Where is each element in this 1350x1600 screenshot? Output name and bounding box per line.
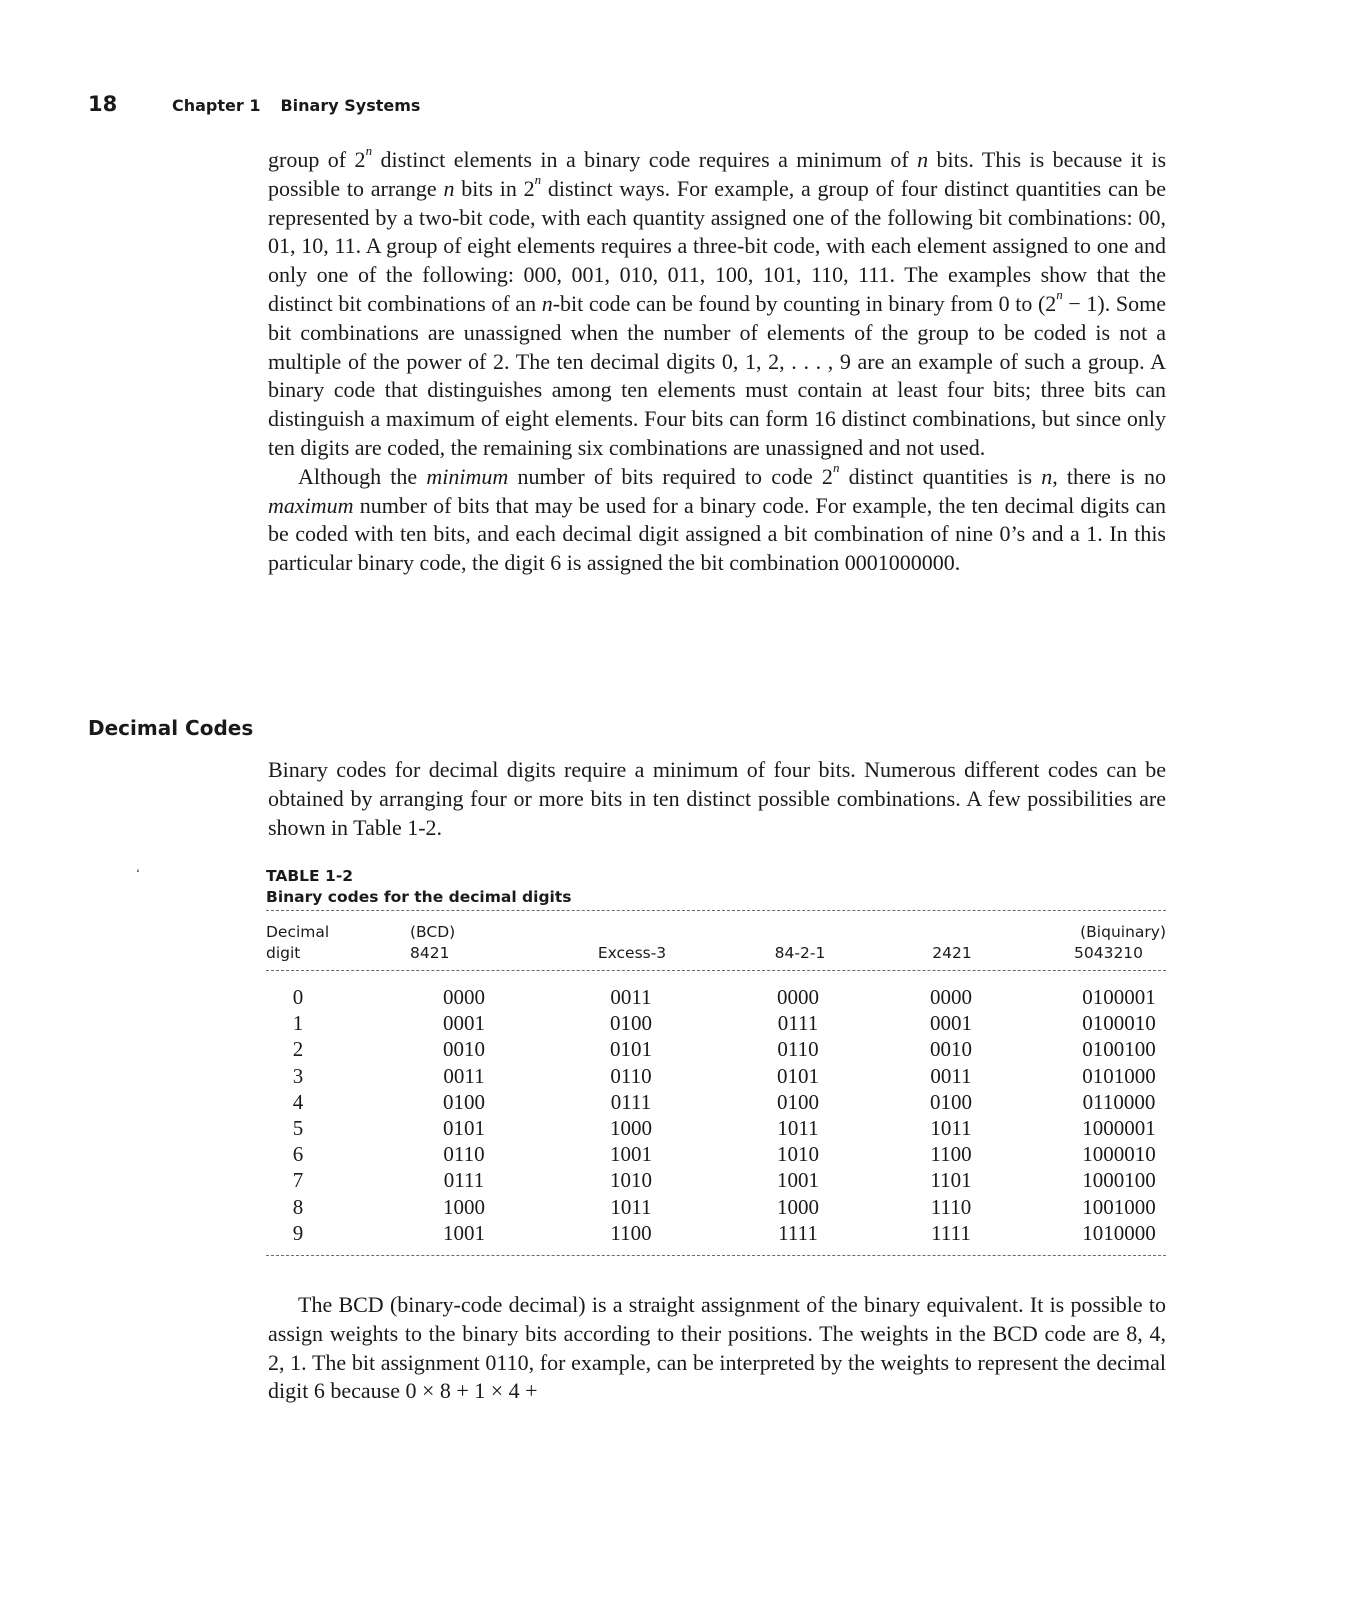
table-cell: 7 [292,1168,304,1193]
table-cell: 0100 [610,1011,652,1036]
table-cell: 1110 [930,1194,972,1219]
table-top-rule [266,910,1166,911]
page-number: 18 [88,92,118,116]
table-cell: 0000 [930,985,972,1009]
section-heading: Decimal Codes [88,716,254,740]
table-cell: 1011 [930,1116,972,1140]
table-cell: 0111 [443,1168,485,1193]
table-cell: 1000010 [1082,1142,1156,1167]
table-cell: 0100001 [1082,985,1156,1009]
table-cell: 1000 [443,1194,485,1219]
paragraph-4: The BCD (binary-code decimal) is a straight assignment of the binary equivalent. It is possible to assign weights to the binary bits according to their positions. The weights in the BCD code are 8, 4, 2, 1. The bit assignment 0110, for example, can be interpreted by the weights to represent the decimal digit 6 because 0 × 8 + 1 × 4 + [268,1292,1166,1404]
table-cell: 0110000 [1082,1089,1156,1114]
col-header-bcd: (BCD) 8421 [410,923,456,962]
table-cell: 1001 [610,1142,652,1167]
table-cell: 0100100 [1082,1037,1156,1062]
table-cell: 0101000 [1082,1063,1156,1088]
col-header-decimal: Decimal digit [266,923,330,962]
table-cell: 0001 [443,1011,485,1036]
table-cell: 0111 [610,1089,652,1114]
body-text-top [268,143,1167,578]
table-cell: 1010 [777,1142,819,1167]
table-cell: 0010 [443,1037,485,1062]
paragraph-2: Although the minimum number of bits required to code 2$^n$ distinct quantities is n, there is no maximum number of bits that may be used for a binary code. For example, the ten decimal digits can be coded with ten bits, and each decimal digit assigned a bit combination of nine 0’s and a 1. In this particular binary code, the digit 6 is assigned the bit combination 0001000000. [268,459,1166,576]
table-cell: 0101 [777,1063,819,1088]
table-cell: 0011 [930,1063,972,1088]
table-cell: 1100 [930,1142,972,1167]
margin-mark: ‘ [136,866,140,880]
table-cell: 0101 [610,1037,652,1062]
table-cell: 0110 [443,1142,485,1167]
table-cell: 0110 [610,1063,652,1088]
table-cell: 5 [292,1116,304,1140]
table-cell: 1000 [610,1116,652,1140]
col-header-biquinary: (Biquinary) 5043210 [1074,923,1166,962]
table-cell: 9 [292,1220,304,1245]
running-header [88,92,420,116]
table-cell: 0000 [777,985,819,1009]
table-caption [266,866,572,908]
chapter-title: Binary Systems [280,96,421,115]
table-cell: 1010 [610,1168,652,1193]
table-cell: 1000 [777,1194,819,1219]
table-cell: 0010 [930,1037,972,1062]
chapter-label: Chapter 1 Binary Systems [172,96,421,115]
table-cell: 1011 [610,1194,652,1219]
table-cell: 1111 [931,1220,971,1245]
table-bottom-rule [266,1255,1166,1256]
table-cell: 4 [292,1089,304,1114]
table-cell: 0011 [443,1063,485,1088]
table-cell: 0110 [777,1037,819,1062]
table-cell: 1 [292,1011,304,1036]
paragraph-1: group of 2$^n$ distinct elements in a binary code requires a minimum of n bits. This is because it is possible to arrange n bits in 2$^n$ distinct ways. For example, a group of four distinct quantities can be represented by a two-bit code, with each quantity assigned one of the following bit combinations: 00, 01, 10, 11. A group of eight elements requires a three-bit code, with each element assigned to one and only one of the following: 000, 001, 010, 011, 100, 101, 110, 111. The examples show that the distinct bit combinations of an n-bit code can be found by counting in binary from 0 to $(2^n - 1)$. Some bit combinations are unassigned when the number of elements of the group to be coded is not a multiple of the power of 2. The ten decimal digits 0, 1, 2, . . . , 9 are an example of such a group. A binary code that distinguishes among ten elements must contain at least four bits; three bits can distinguish a maximum of eight elements. Four bits can form 16 distinct combinations, but since only ten digits are coded, the remaining six combinations are unassigned and not used. [268,143,1167,460]
table-cell: 3 [292,1063,304,1088]
table-cell: 1111 [778,1220,818,1245]
paragraph-3: Binary codes for decimal digits require a minimum of four bits. Numerous different codes can be obtained by arranging four or more bits in ten distinct possible combinations. A few possibilities are shown in Table 1-2. [268,757,1166,840]
body-text-bottom [268,1291,1166,1406]
col-header-excess3: Excess-3 [597,944,667,962]
table-cell: 0111 [777,1011,819,1036]
col-header-84-2-1: 84-2-1 [774,944,826,962]
table-cell: 0100 [777,1089,819,1114]
table-label: TABLE 1-2 [266,867,354,885]
table-cell: 0101 [443,1116,485,1140]
table-cell: 0100 [443,1089,485,1114]
table-cell: 0000 [443,985,485,1009]
table-cell: 1100 [610,1220,652,1245]
table-cell: 1001 [777,1168,819,1193]
table-cell: 1000100 [1082,1168,1156,1193]
table-cell: 0001 [930,1011,972,1036]
table-cell: 8 [292,1194,304,1219]
table-cell: 1101 [930,1168,972,1193]
table-cell: 0011 [610,985,652,1009]
table-cell: 0 [292,985,304,1009]
table-cell: 1001 [443,1220,485,1245]
table-cell: 0100 [930,1089,972,1114]
table-cell: 6 [292,1142,304,1167]
body-text-section [268,756,1166,842]
table-cell: 1010000 [1082,1220,1156,1245]
table-cell: 2 [292,1037,304,1062]
table-cell: 0100010 [1082,1011,1156,1036]
table-title: Binary codes for the decimal digits [266,888,572,906]
table-cell: 1000001 [1082,1116,1156,1140]
table-header-rule [266,970,1166,971]
table-cell: 1001000 [1082,1194,1156,1219]
table-cell: 1011 [777,1116,819,1140]
col-header-2421: 2421 [932,944,972,962]
